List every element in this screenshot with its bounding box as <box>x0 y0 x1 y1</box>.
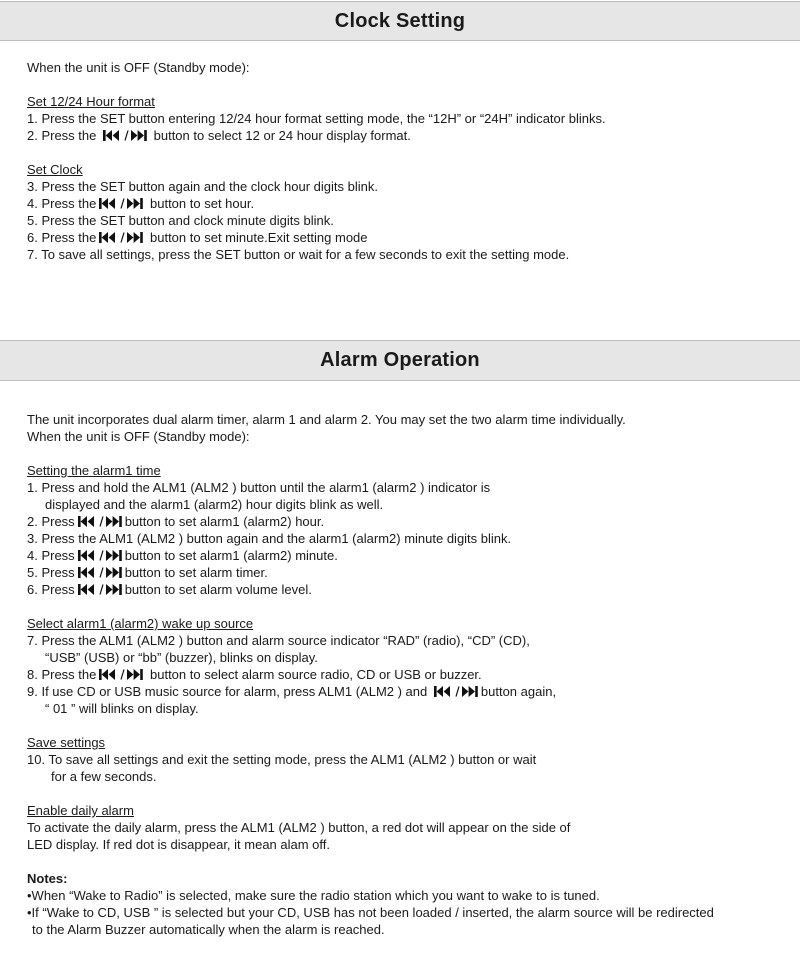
clock-setting-header <box>0 1 800 41</box>
skip-prev-next-icon <box>98 197 144 210</box>
alarm-step-9-cont: “ 01 ” will blinks on display. <box>45 701 199 716</box>
clock-step-7: 7. To save all settings, press the SET button or wait for a few seconds to exit the setting mode. <box>27 247 570 262</box>
alarm-step-7: 7. Press the ALM1 (ALM2 ) button and alarm source indicator “RAD” (radio), “CD” (CD), <box>27 633 530 648</box>
save-settings-heading: Save settings <box>27 735 106 750</box>
wake-up-source-heading: Select alarm1 (alarm2) wake up source <box>27 616 254 631</box>
alarm-step-10-cont: for a few seconds. <box>51 769 157 784</box>
alarm-step-5: 5. Press button to set alarm timer. <box>27 565 268 580</box>
clock-step-3: 3. Press the SET button again and the clock hour digits blink. <box>27 179 378 194</box>
alarm-step-4: 4. Press button to set alarm1 (alarm2) minute. <box>27 548 338 563</box>
skip-prev-next-icon <box>98 231 144 244</box>
alarm-step-10: 10. To save all settings and exit the setting mode, press the ALM1 (ALM2 ) button or wait <box>27 752 537 767</box>
alarm-operation-body <box>27 411 780 938</box>
alarm-operation-title: Alarm Operation <box>320 349 480 371</box>
clock-step-1: 1. Press the SET button entering 12/24 hour format setting mode, the “12H” or “24H” indicator blinks. <box>27 111 606 126</box>
clock-step-2: 2. Press the button to select 12 or 24 hour display format. <box>27 128 411 143</box>
clock-setting-body <box>27 59 780 263</box>
alarm-operation-header <box>0 340 800 381</box>
skip-prev-next-icon <box>77 583 123 596</box>
alarm-step-3: 3. Press the ALM1 (ALM2 ) button again and the alarm1 (alarm2) minute digits blink. <box>27 531 512 546</box>
skip-prev-next-icon <box>77 566 123 579</box>
clock-setting-title: Clock Setting <box>334 9 466 32</box>
notes-heading: Notes: <box>27 871 68 886</box>
daily-alarm-text-2: LED display. If red dot is disappear, it mean alam off. <box>27 837 331 852</box>
alarm-step-8: 8. Press the button to select alarm source radio, CD or USB or buzzer. <box>27 667 482 682</box>
alarm-step-7-cont: “USB” (USB) or “bb” (buzzer), blinks on display. <box>45 650 318 665</box>
set-clock-heading: Set Clock <box>27 162 83 177</box>
skip-prev-next-icon <box>77 549 123 562</box>
clock-step-4: 4. Press the button to set hour. <box>27 196 255 211</box>
skip-prev-next-icon <box>77 515 123 528</box>
daily-alarm-text-1: To activate the daily alarm, press the ALM1 (ALM2 ) button, a red dot will appear on the side of <box>27 820 571 835</box>
set-hour-format-heading: Set 12/24 Hour format <box>27 94 155 109</box>
skip-prev-next-icon <box>433 685 479 698</box>
alarm-intro-1: The unit incorporates dual alarm timer, alarm 1 and alarm 2. You may set the two alarm time individually. <box>27 412 626 427</box>
alarm-step-2: 2. Press button to set alarm1 (alarm2) hour. <box>27 514 325 529</box>
alarm-intro-2: When the unit is OFF (Standby mode): <box>27 429 250 444</box>
note-2: •If “Wake to CD, USB ” is selected but your CD, USB has not been loaded / inserted, the alarm source will be redirected <box>27 905 714 920</box>
alarm-step-1: 1. Press and hold the ALM1 (ALM2 ) button until the alarm1 (alarm2 ) indicator is <box>27 480 491 495</box>
skip-prev-next-icon <box>102 129 148 142</box>
setting-alarm-time-heading: Setting the alarm1 time <box>27 463 161 478</box>
note-2-cont: to the Alarm Buzzer automatically when the alarm is reached. <box>32 922 385 937</box>
note-1: •When “Wake to Radio” is selected, make sure the radio station which you want to wake to is tuned. <box>27 888 600 903</box>
enable-daily-alarm-heading: Enable daily alarm <box>27 803 134 818</box>
alarm-step-6: 6. Press button to set alarm volume level. <box>27 582 312 597</box>
skip-prev-next-icon <box>98 668 144 681</box>
clock-step-5: 5. Press the SET button and clock minute digits blink. <box>27 213 334 228</box>
alarm-step-1-cont: displayed and the alarm1 (alarm2) hour digits blink as well. <box>45 497 384 512</box>
alarm-step-9: 9. If use CD or USB music source for alarm, press ALM1 (ALM2 ) and button again, <box>27 684 557 699</box>
clock-intro: When the unit is OFF (Standby mode): <box>27 60 250 75</box>
clock-step-6: 6. Press the button to set minute.Exit setting mode <box>27 230 368 245</box>
